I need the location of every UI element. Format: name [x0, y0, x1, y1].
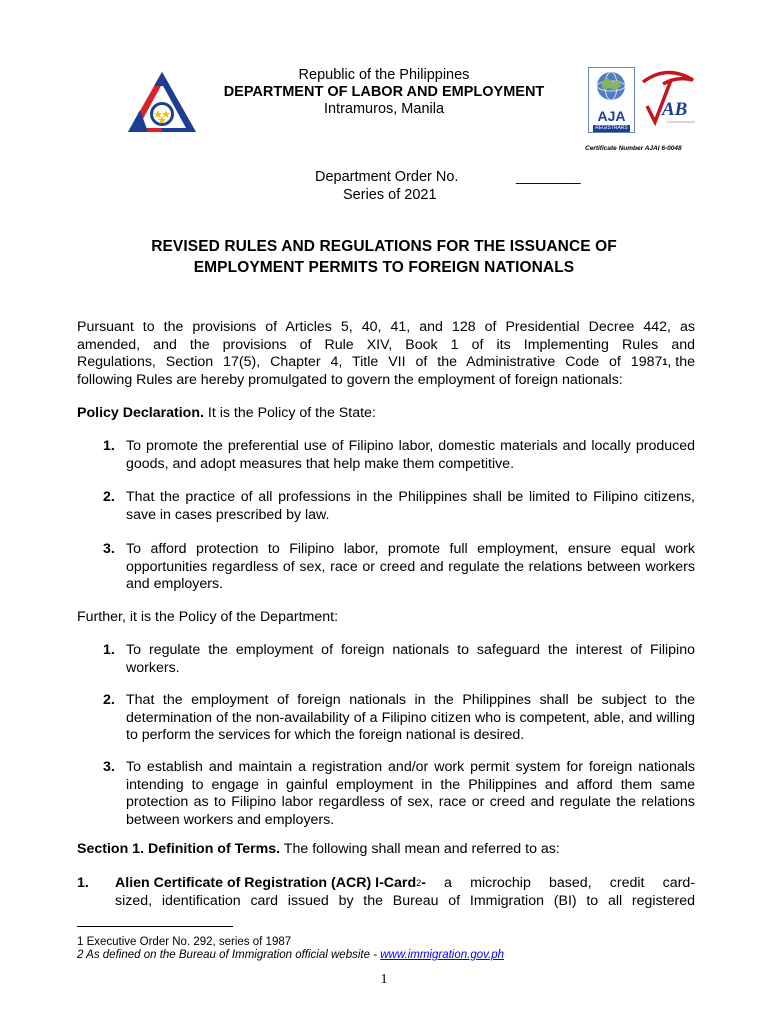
dept-policy-item-text: To regulate the employment of foreign nationals to safeguard the interest of Filipino workers. [126, 642, 695, 676]
footnote-2 [77, 948, 504, 962]
section1-heading-bold: Section 1. Definition of Terms. [77, 841, 281, 857]
jab-text: AB [662, 99, 688, 120]
policy-heading [77, 405, 695, 423]
footnote-ref-2: 2 [416, 878, 422, 888]
definition-item-1 [77, 875, 695, 910]
certificate-number: Certificate Number AJAI 6-0048 [585, 145, 682, 152]
policy-item-2 [103, 489, 695, 524]
aja-logo [588, 67, 635, 133]
intro-line3-end: , the [667, 354, 695, 370]
dept-policy-item-text: That the employment of foreign nationals in the Philippines shall be subject to the determination of the non-availability of a Filipino citizen who is competent, able, and willing to perform the services for which the foreign national is desired. [126, 692, 695, 743]
order-number-blank: ________ [516, 169, 581, 185]
policy-heading-rest: It is the Policy of the State: [203, 405, 376, 421]
definition-text-line1: a microchip based, credit card- [425, 875, 695, 891]
intro-line4: following Rules are hereby promulgated to govern the employment of foreign nationals: [77, 371, 623, 388]
dept-policy-item-3 [103, 759, 695, 829]
dept-policy-item-2 [103, 692, 695, 745]
order-series: Series of 2021 [343, 187, 437, 203]
document-title-line1: REVISED RULES AND REGULATIONS FOR THE ISSUANCE OF [151, 238, 617, 255]
footnote-2-text: 2 As defined on the Bureau of Immigration official website - [77, 949, 381, 961]
dept-policy-item-number: 3. [103, 759, 115, 775]
globe-icon [589, 68, 634, 104]
republic-text: Republic of the Philippines [298, 67, 470, 83]
intro-line2: amended, and the provisions of Rule XIV, Book 1 of its Implementing Rules and [77, 336, 695, 353]
dept-policy-item-text: To establish and maintain a registration and/or work permit system for foreign nationals intending to engage in gainful employment in the Philippines and afford them same protection as to Filipino labor regardless of sex, race or creed and regulate the relations between workers and employers. [126, 759, 695, 828]
footnote-1: 1 Executive Order No. 292, series of 1987 [77, 936, 292, 948]
policy-item-number: 2. [103, 489, 115, 505]
aja-text: AJA [597, 108, 626, 124]
section1-heading-rest: The following shall mean and referred to as: [280, 841, 560, 857]
dept-policy-item-number: 2. [103, 692, 115, 708]
policy-item-text: To promote the preferential use of Filipino labor, domestic materials and locally produced goods, and adopt measures that help make them competitive. [126, 438, 695, 472]
document-title-line2: EMPLOYMENT PERMITS TO FOREIGN NATIONALS [193, 259, 575, 276]
aja-subtext: REGISTRARS [593, 125, 630, 132]
intro-line3 [77, 354, 695, 372]
policy-item-1 [103, 438, 695, 473]
order-label: Department Order No. [315, 169, 459, 185]
definition-term: Alien Certificate of Registration (ACR) I-Card [115, 875, 417, 891]
policy-item-3 [103, 541, 695, 594]
policy-item-text: To afford protection to Filipino labor, promote full employment, ensure equal work opportunities regardless of sex, race or creed and regulate the relations between workers and employers. [126, 541, 695, 592]
definition-dash: - [421, 875, 426, 891]
policy-item-number: 1. [103, 438, 115, 454]
dept-policy-item-number: 1. [103, 642, 115, 658]
footnote-ref-1: 1 [662, 357, 668, 367]
intro-line3-text: Regulations, Section 17(5), Chapter 4, Title VII of the Administrative Code of 1987 [77, 354, 663, 370]
page-number: 1 [380, 972, 388, 987]
department-name: DEPARTMENT OF LABOR AND EMPLOYMENT [223, 84, 545, 100]
policy-item-text: That the practice of all professions in the Philippines shall be limited to Filipino citizens, save in cases prescribed by law. [126, 489, 695, 523]
definition-line1 [77, 875, 695, 893]
policy-heading-bold: Policy Declaration. [77, 405, 204, 421]
immigration-website-link[interactable]: www.immigration.gov.ph [380, 949, 504, 961]
dept-policy-item-1 [103, 642, 695, 677]
section1-heading [77, 841, 695, 859]
policy-item-number: 3. [103, 541, 115, 557]
footnote-divider [77, 926, 233, 927]
intro-line1: Pursuant to the provisions of Articles 5, 40, 41, and 128 of Presidential Decree 442, as [77, 319, 695, 335]
department-location: Intramuros, Manila [323, 101, 445, 117]
definition-number: 1. [77, 875, 89, 891]
definition-text-line2: sized, identification card issued by the Bureau of Immigration (BI) to all registered [115, 892, 695, 909]
dept-policy-heading: Further, it is the Policy of the Department: [77, 609, 339, 625]
